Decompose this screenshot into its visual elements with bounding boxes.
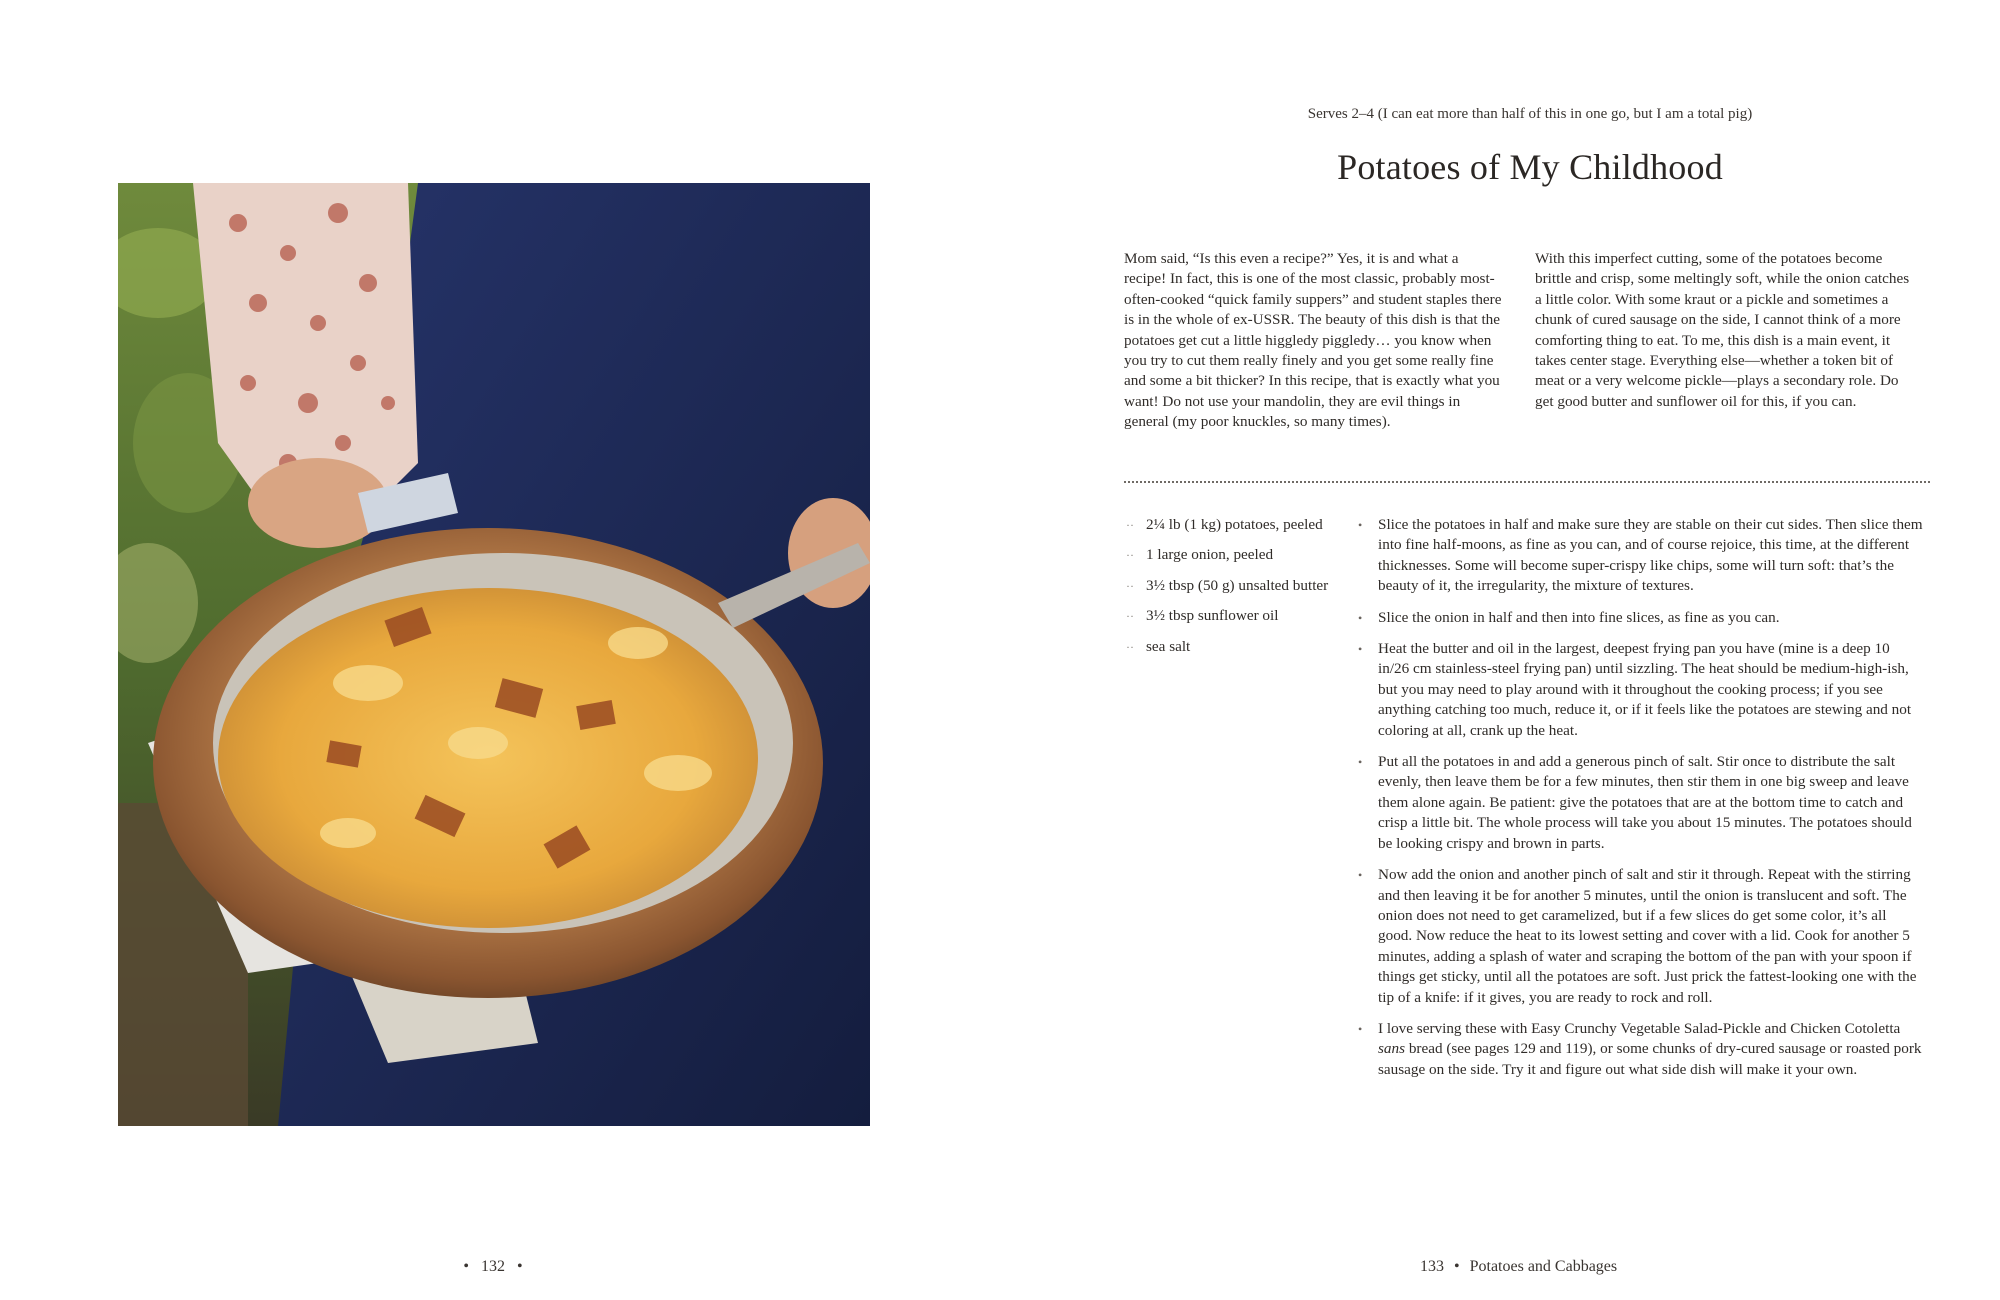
- intro-paragraph-1: Mom said, “Is this even a recipe?” Yes, it is and what a recipe! In fact, this is one of the most classic, probably most-often-cooked “quick family suppers” and student staples there is in the whole of ex-USSR. The beauty of this dish is that the potatoes get cut a little higgledy piggledy… you know when you try to cut them really finely and you get some really fine and some a bit thicker? In this recipe, that is exactly what you want! Do not use your mandolin, they are evil things in general (my poor knuckles, so many times).: [1124, 250, 1502, 431]
- bullet-marker: •: [1358, 610, 1363, 625]
- recipe-photo: [118, 183, 870, 1126]
- page-number-left: [418, 1258, 568, 1276]
- method-step-text: Slice the potatoes in half and make sure they are stable on their cut sides. Then slice them into fine half-moons, as fine as you can, and of course rejoice, this time, at the different thicknesses. Some will become super-crispy like chips, some will turn soft: that’s the beauty of it, the irregularity, the mixture of textures.: [1378, 516, 1923, 595]
- ingredients-list: [1124, 515, 1349, 667]
- recipe-title: Potatoes of My Childhood: [1337, 147, 1723, 187]
- ingredient-item: [1124, 515, 1349, 535]
- bullet-marker: •: [1358, 868, 1363, 883]
- method-step: [1358, 752, 1923, 854]
- method-step-text: Slice the onion in half and then into fine slices, as fine as you can.: [1378, 608, 1780, 626]
- ingredient-text: 1 large onion, peeled: [1146, 546, 1274, 564]
- ingredient-item: [1124, 545, 1349, 565]
- list-marker: ··: [1126, 578, 1134, 593]
- method-step: [1358, 865, 1923, 1008]
- bullet-marker: •: [1358, 1021, 1363, 1036]
- serves-line: Serves 2–4 (I can eat more than half of this in one go, but I am a total pig): [1307, 106, 1753, 122]
- method-steps: [1358, 515, 1923, 1091]
- list-marker: ··: [1126, 518, 1134, 532]
- method-step-text-after: bread (see pages 129 and 119), or some chunks of dry-cured sausage or roasted pork sausage on the side. Try it and figure out what side dish will make it your own.: [1378, 1040, 1922, 1078]
- ingredient-text: 2¼ lb (1 kg) potatoes, peeled: [1146, 516, 1323, 533]
- ingredient-text: sea salt: [1146, 637, 1191, 655]
- ingredient-item: [1124, 576, 1349, 596]
- dotted-divider: [1124, 481, 1930, 483]
- list-marker: ··: [1126, 548, 1134, 563]
- bullet-marker: •: [1358, 755, 1363, 770]
- intro-paragraph-2: With this imperfect cutting, some of the potatoes become brittle and crisp, some meltingly soft, while the onion catches a little color. With some kraut or a pickle and sometimes a chunk of cured sausage on the side, I cannot think of a more comforting thing to eat. To me, this dish is a main event, it takes center stage. Everything else—whether a token bit of meat or a very welcome pickle—plays a secondary role. Do get good butter and sunflower oil for this, if you can.: [1535, 250, 1910, 410]
- list-marker: ··: [1126, 609, 1134, 624]
- section-name: Potatoes and Cabbages: [1469, 1258, 1618, 1275]
- method-step-text-before: I love serving these with Easy Crunchy Vegetable Salad-Pickle and Chicken Cotoletta: [1378, 1019, 1901, 1037]
- method-step-text: Heat the butter and oil in the largest, deepest frying pan you have (mine is a deep 10 in/26 cm stainless-steel frying pan) until sizzling. The heat should be medium-high-ish, but you may need to play around with it throughout the cooking process; if you see anything catching too much, reduce it, or if it feels like the potatoes are stewing and not coloring at all, crank up the heat.: [1378, 640, 1912, 739]
- method-step: [1358, 1019, 1923, 1080]
- ingredient-text: 3½ tbsp sunflower oil: [1146, 607, 1279, 625]
- method-step: [1358, 608, 1923, 628]
- page-footer-right: [1420, 1258, 1720, 1276]
- page-number: 133: [1420, 1258, 1444, 1275]
- bullet-marker: •: [1358, 642, 1363, 657]
- method-step-text-italic: sans: [1378, 1040, 1406, 1058]
- page-marker: •: [517, 1258, 523, 1275]
- method-step-text: Now add the onion and another pinch of salt and stir it through. Repeat with the stirring and then leaving it be for another 5 minutes, until the onion is translucent and soft. The onion does not need to get caramelized, but if a few slices do get some color, it’s all good. Now reduce the heat to its lowest setting and cover with a lid. Cook for another 5 minutes, adding a splash of water and scraping the bottom of the pan with your spoon if things get sticky, until all the potatoes are soft. Just prick the fattest-looking one with the tip of a knife: if it gives, you are ready to rock and roll.: [1378, 866, 1917, 1006]
- page-number: 132: [481, 1258, 505, 1275]
- page-marker: •: [463, 1258, 469, 1275]
- method-step: [1358, 515, 1923, 597]
- ingredient-text: 3½ tbsp (50 g) unsalted butter: [1146, 576, 1329, 594]
- bullet-marker: •: [1358, 518, 1363, 532]
- potatoes-pan-photo: [118, 183, 870, 1126]
- ingredient-item: [1124, 606, 1349, 626]
- method-step: [1358, 639, 1923, 741]
- method-step-text: Put all the potatoes in and add a generous pinch of salt. Stir once to distribute the salt evenly, then leave them be for a few minutes, then stir them in one big sweep and leave them alone again. Be patient: give the potatoes that are at the bottom time to catch and crisp a little bit. The whole process will take you about 15 minutes. The potatoes should be looking crispy and brown in parts.: [1378, 753, 1912, 852]
- ingredient-item: [1124, 637, 1349, 657]
- page-marker: •: [1454, 1258, 1460, 1275]
- list-marker: ··: [1126, 639, 1134, 654]
